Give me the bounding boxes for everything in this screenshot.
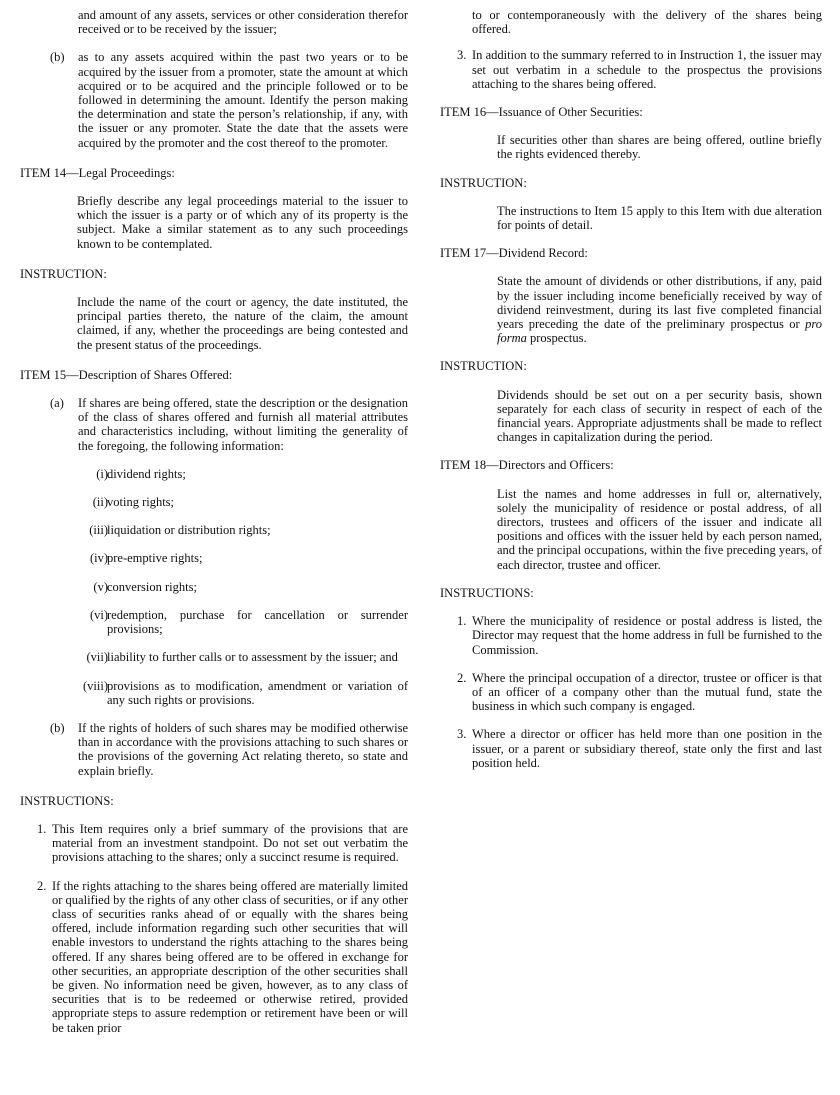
subitem-label: (i) xyxy=(96,466,108,481)
instruction-text: Where the principal occupation of a director, trustee or officer is that of an officer of a company other than the mutual fund, state the business in which such company is engaged. xyxy=(472,670,822,714)
item17-heading: ITEM 17—Dividend Record: xyxy=(440,246,588,261)
item13-b-label: (b) xyxy=(50,50,65,65)
item17-text xyxy=(497,274,822,345)
instruction-item xyxy=(20,879,408,1035)
instruction-label: 3. xyxy=(457,727,467,742)
subitem-label: (v) xyxy=(93,579,108,594)
item14-instruction-text: Include the name of the court or agency, the date instituted, the principal parties thereto, the nature of the claim, the amount claimed, if any, whether the proceedings are being contested and the present status of the proceedings. xyxy=(77,295,408,352)
item17-text-main: State the amount of dividends or other distributions, if any, paid by the issuer including income beneficially received by way of dividend reinvestment, during its last five completed financial years preceding the date of the preliminary prospectus or xyxy=(497,274,822,332)
instruction-label: 3. xyxy=(457,48,467,63)
item14-text: Briefly describe any legal proceedings material to the issuer to which the issuer is a party or of which any of its property is the subject. Make a similar statement as to any such proceedings known to be contemplated. xyxy=(77,194,408,251)
instruction-item xyxy=(440,48,822,91)
subitem-text: liquidation or distribution rights; xyxy=(107,523,271,538)
item17-text-end: prospectus. xyxy=(526,331,587,346)
subitem xyxy=(20,551,408,565)
subitem-text: pre-emptive rights; xyxy=(107,551,203,566)
item15-a xyxy=(20,396,408,453)
item14-instruction-heading: INSTRUCTION: xyxy=(20,266,107,281)
instruction-label: 1. xyxy=(457,614,467,629)
item16-instruction-text: The instructions to Item 15 apply to this Item with due alteration for points of detail. xyxy=(497,203,822,233)
item14-heading: ITEM 14—Legal Proceedings: xyxy=(20,165,175,180)
subitem xyxy=(20,650,408,664)
instruction-item xyxy=(440,671,822,714)
item16-text: If securities other than shares are being offered, outline briefly the rights evidenced thereby. xyxy=(497,133,822,162)
item15-b-text: If the rights of holders of such shares may be modified otherwise than in accordance with the provisions attaching to such shares or the provisions of the governing Act relating thereto, so state and explain briefly. xyxy=(78,720,408,778)
subitem-text: provisions as to modification, amendment or variation of any such rights or provisions. xyxy=(107,678,408,707)
item15-b-label: (b) xyxy=(50,720,65,735)
subitem xyxy=(20,580,408,594)
subitem xyxy=(20,608,408,636)
subitem xyxy=(20,467,408,481)
instruction-item xyxy=(440,727,822,770)
instruction-text: This Item requires only a brief summary of the provisions that are material from an investment standpoint. Do not set out verbatim the provisions attaching to the shares; only a succinct resume is required. xyxy=(52,821,408,865)
instruction-text: In addition to the summary referred to in Instruction 1, the issuer may set out verbatim in a schedule to the prospectus the provisions attaching to the shares being offered. xyxy=(472,48,822,91)
subitem xyxy=(20,679,408,707)
instruction-item xyxy=(440,614,822,657)
item13-b xyxy=(20,50,408,149)
left-column xyxy=(20,8,408,1035)
subitem-text: dividend rights; xyxy=(107,466,186,481)
subitem-label: (vii) xyxy=(86,650,108,665)
item18-instructions-heading: INSTRUCTIONS: xyxy=(440,585,534,600)
item17-instruction-heading: INSTRUCTION: xyxy=(440,359,527,374)
subitem-label: (ii) xyxy=(92,495,108,510)
item18-heading: ITEM 18—Directors and Officers: xyxy=(440,458,614,473)
instruction-text: Where the municipality of residence or postal address is listed, the Director may request that the home address in full be furnished to the Commission. xyxy=(472,614,822,657)
item13-b-text: as to any assets acquired within the past two years or to be acquired by the issuer from a promoter, state the amount at which acquired or to be acquired and the principle followed or to be followed in determining the amount. Identify the person making the determination and state the person’s relationship, if any, with the issuer or any promoter. State the date that the assets were acquired by the promoter and the cost thereof to the promoter. xyxy=(78,50,408,150)
subitem-text: liability to further calls or to assessment by the issuer; and xyxy=(107,650,398,665)
subitem-label: (iv) xyxy=(89,551,108,566)
item16-heading: ITEM 16—Issuance of Other Securities: xyxy=(440,105,643,120)
subitem-text: redemption, purchase for cancellation or surrender provisions; xyxy=(107,607,408,637)
continued-text: and amount of any assets, services or other consideration therefor received or to be received by the issuer; xyxy=(78,8,408,37)
item18-text: List the names and home addresses in full or, alternatively, solely the municipality of residence or postal address, of all directors, trustees and officers of the issuer and indicate all positions and offices with the issuer held by each person named, and the principal occupations, within the five preceding years, of each director, trustee and officer. xyxy=(497,486,822,572)
subitem-label: (viii) xyxy=(83,678,108,693)
item15-a-label: (a) xyxy=(50,396,64,411)
instruction-label: 1. xyxy=(37,821,47,836)
instruction-item xyxy=(20,822,408,865)
instruction-label: 2. xyxy=(457,670,467,685)
item16-instruction-heading: INSTRUCTION: xyxy=(440,175,527,190)
subitem-text: conversion rights; xyxy=(107,579,197,594)
item15-instructions-heading: INSTRUCTIONS: xyxy=(20,793,114,808)
item17-instruction-text: Dividends should be set out on a per security basis, shown separately for each class of security in respect of each of the financial years. Appropriate adjustments shall be made to reflect changes in capitalization during the period. xyxy=(497,387,822,445)
continued-text: to or contemporaneously with the delivery of the shares being offered. xyxy=(472,8,822,37)
instruction-text: If the rights attaching to the shares being offered are materially limited or qualified by the rights of any other class of securities, or if any other class of securities ranks ahead of or equally with the shares being offered, include information regarding such other securities that will enable investors to understand the rights attaching to the shares being offered. If any shares being offered are to be offered in exchange for other securities, an appropriate description of the other securities shall be given. No information need be given, however, as to any class of securities that is to be redeemed or otherwise retired, provided appropriate steps to assure redemption or retirement have been or will be taken prior xyxy=(52,878,408,1035)
subitem-label: (vi) xyxy=(89,607,108,622)
subitem-label: (iii) xyxy=(89,523,108,538)
item17-text-italic: pro forma xyxy=(497,317,822,346)
item15-a-text: If shares are being offered, state the description or the designation of the class of shares offered and furnish all material attributes and characteristics including, without limiting the generality of the foregoing, the following information: xyxy=(78,396,408,453)
item15-heading: ITEM 15—Description of Shares Offered: xyxy=(20,367,233,382)
right-column xyxy=(440,8,822,770)
subitem xyxy=(20,523,408,537)
subitem xyxy=(20,495,408,509)
item15-b xyxy=(20,721,408,778)
instruction-text: Where a director or officer has held more than one position in the issuer, or a parent or subsidiary thereof, state only the first and last position held. xyxy=(472,727,822,770)
subitem-text: voting rights; xyxy=(107,495,175,510)
instruction-label: 2. xyxy=(37,878,47,893)
